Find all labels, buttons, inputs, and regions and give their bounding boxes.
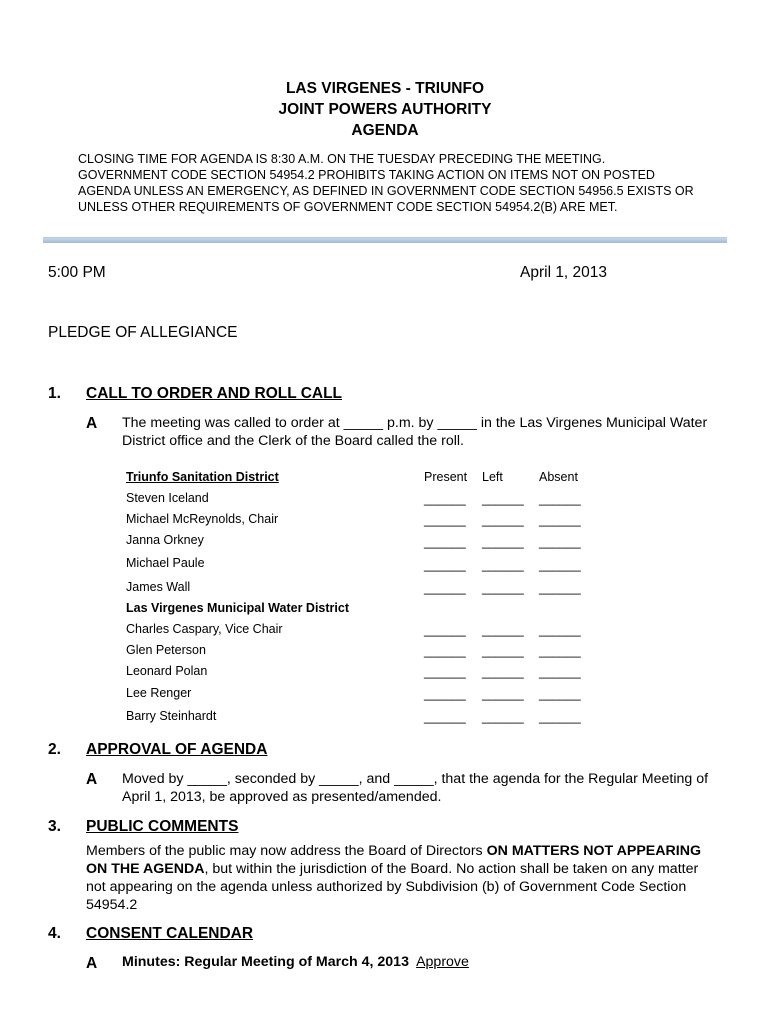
section-2-item-text: Moved by _____, seconded by _____, and _____, that the agenda for the Regular Meeting of April 1, 2013, be approved as presented/amended. [122,771,709,805]
left-blank: ______ [482,558,524,572]
absent-blank: ______ [539,558,581,572]
consent-item-a-title: Minutes: Regular Meeting of March 4, 2013 [122,954,409,970]
member-name: Glen Peterson [126,643,206,657]
left-blank: ______ [482,581,524,595]
absent-blank: ______ [539,687,581,701]
section-2-heading: APPROVAL OF AGENDA [86,741,268,758]
member-name: James Wall [126,580,191,594]
closing-time-notice: CLOSING TIME FOR AGENDA IS 8:30 A.M. ON THE TUESDAY PRECEDING THE MEETING. GOVERNMENT CODE SECTION 54954.2 PROHIBITS TAKING ACTION ON ITEMS NOT ON POSTED AGENDA UNLESS AN EMERGENCY, AS DEFINED IN GOVERNMENT CODE SECTION 54956.5 EXISTS OR UNLESS OTHER REQUIREMENTS OF GOVERNMENT CODE SECTION 54954.2(B) ARE MET. [78,152,694,214]
title-line-2: JOINT POWERS AUTHORITY [278,101,492,118]
member-name: Michael McReynolds, Chair [126,512,279,526]
section-4-heading: CONSENT CALENDAR [86,925,254,942]
meeting-time: 5:00 PM [48,264,106,281]
public-comments-text-bold: ON MATTERS NOT APPEARING ON THE AGENDA [86,843,701,877]
public-comments-text-pre: Members of the public may now address the Board of Directors [86,843,487,859]
member-name: Leonard Polan [126,664,208,678]
column-present: Present [424,470,468,484]
left-blank: ______ [482,623,524,637]
column-absent: Absent [539,470,578,484]
public-comments-text-post: , but within the jurisdiction of the Board. No action shall be taken on any matter not appearing on the agenda unless authorized by Subdivision (b) of Government Code Section 54954.2 [86,861,699,913]
left-blank: ______ [482,492,524,506]
header-divider [43,237,727,243]
absent-blank: ______ [539,644,581,658]
member-name: Lee Renger [126,686,192,700]
present-blank: ______ [424,558,466,572]
member-name: Michael Paule [126,556,205,570]
section-1-item-letter: A [86,415,98,432]
section-2-item-letter: A [86,771,98,788]
absent-blank: ______ [539,710,581,724]
present-blank: ______ [424,710,466,724]
present-blank: ______ [424,581,466,595]
group-heading-lvmwd: Las Virgenes Municipal Water District [126,601,349,615]
present-blank: ______ [424,513,466,527]
section-4-item-letter: A [86,955,98,972]
meeting-date: April 1, 2013 [520,264,608,281]
left-blank: ______ [482,687,524,701]
member-name: Janna Orkney [126,533,204,547]
section-2-number: 2. [48,741,61,758]
member-name: Steven Iceland [126,491,209,505]
consent-item-a [122,954,469,970]
present-blank: ______ [424,535,466,549]
left-blank: ______ [482,665,524,679]
absent-blank: ______ [539,581,581,595]
present-blank: ______ [424,492,466,506]
absent-blank: ______ [539,535,581,549]
absent-blank: ______ [539,492,581,506]
absent-blank: ______ [539,513,581,527]
left-blank: ______ [482,513,524,527]
section-1-number: 1. [48,385,61,402]
left-blank: ______ [482,535,524,549]
present-blank: ______ [424,665,466,679]
member-name: Charles Caspary, Vice Chair [126,622,283,636]
present-blank: ______ [424,687,466,701]
group-heading-triunfo: Triunfo Sanitation District [126,470,279,484]
present-blank: ______ [424,623,466,637]
left-blank: ______ [482,644,524,658]
section-3-number: 3. [48,818,61,835]
section-1-item-text: The meeting was called to order at _____ p.m. by _____ in the Las Virgenes Municipal Water District office and the Clerk of the Board called the roll. [122,415,708,449]
pledge-of-allegiance: PLEDGE OF ALLEGIANCE [48,324,238,341]
title-line-1: LAS VIRGENES - TRIUNFO [285,80,485,97]
absent-blank: ______ [539,665,581,679]
column-left: Left [482,470,503,484]
consent-item-a-action: Approve [416,954,469,970]
title-line-3: AGENDA [351,122,419,139]
left-blank: ______ [482,710,524,724]
section-1-heading: CALL TO ORDER AND ROLL CALL [86,385,343,402]
present-blank: ______ [424,644,466,658]
public-comments-text [86,842,716,914]
absent-blank: ______ [539,623,581,637]
section-4-number: 4. [48,925,61,942]
member-name: Barry Steinhardt [126,709,217,723]
section-3-heading: PUBLIC COMMENTS [86,818,239,835]
